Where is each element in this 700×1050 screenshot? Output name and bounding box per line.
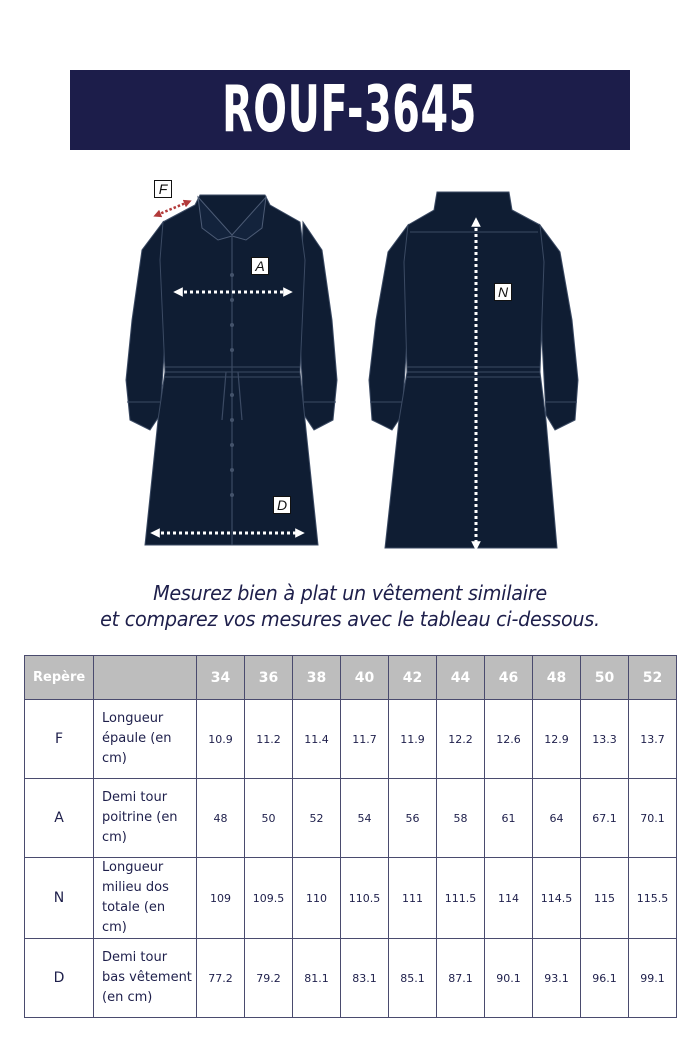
- front-dress-drawing: [126, 195, 337, 545]
- row-description: Longueur épaule (en cm): [94, 700, 197, 779]
- row-key: N: [25, 858, 94, 939]
- table-cell: 79.2: [245, 939, 293, 1018]
- measure-key-f: F: [158, 181, 168, 197]
- table-cell: 115.5: [629, 858, 677, 939]
- measure-label-f: [154, 180, 172, 198]
- table-cell: 13.7: [629, 700, 677, 779]
- table-cell: 50: [245, 779, 293, 858]
- table-row-n: [25, 858, 677, 939]
- product-reference-title: ROUF-3645: [222, 73, 478, 147]
- size-chart-table: [24, 655, 677, 1018]
- header-size: 44: [437, 656, 485, 700]
- measure-label-n: [494, 283, 512, 301]
- table-cell: 93.1: [533, 939, 581, 1018]
- header-size: 38: [293, 656, 341, 700]
- table-cell: 11.2: [245, 700, 293, 779]
- table-cell: 109.5: [245, 858, 293, 939]
- instructions-line-1: Mesurez bien à plat un vêtement similaire: [153, 581, 547, 605]
- table-cell: 52: [293, 779, 341, 858]
- row-key: A: [25, 779, 94, 858]
- garment-illustrations: [0, 160, 700, 570]
- measure-label-a: [251, 257, 269, 275]
- table-cell: 12.9: [533, 700, 581, 779]
- table-cell: 13.3: [581, 700, 629, 779]
- header-size: 36: [245, 656, 293, 700]
- measure-label-d: [273, 496, 291, 514]
- table-header-row: [25, 656, 677, 700]
- table-cell: 110.5: [341, 858, 389, 939]
- header-description: [94, 656, 197, 700]
- header-size: 34: [197, 656, 245, 700]
- header-size: 52: [629, 656, 677, 700]
- table-cell: 61: [485, 779, 533, 858]
- header-repere: Repère: [25, 656, 94, 700]
- table-row-d: [25, 939, 677, 1018]
- table-cell: 77.2: [197, 939, 245, 1018]
- row-description: Longueur milieu dos totale (en cm): [94, 858, 197, 939]
- table-cell: 90.1: [485, 939, 533, 1018]
- table-cell: 58: [437, 779, 485, 858]
- measure-key-n: N: [497, 284, 509, 300]
- back-dress-drawing: [369, 192, 578, 548]
- row-description: Demi tour bas vêtement (en cm): [94, 939, 197, 1018]
- table-row-a: [25, 779, 677, 858]
- table-cell: 111.5: [437, 858, 485, 939]
- table-cell: 56: [389, 779, 437, 858]
- table-cell: 115: [581, 858, 629, 939]
- table-cell: 114: [485, 858, 533, 939]
- table-cell: 114.5: [533, 858, 581, 939]
- header-size: 46: [485, 656, 533, 700]
- table-cell: 10.9: [197, 700, 245, 779]
- table-cell: 110: [293, 858, 341, 939]
- table-cell: 12.2: [437, 700, 485, 779]
- table-cell: 54: [341, 779, 389, 858]
- header-size: 50: [581, 656, 629, 700]
- table-cell: 70.1: [629, 779, 677, 858]
- table-cell: 109: [197, 858, 245, 939]
- header-size: 42: [389, 656, 437, 700]
- measuring-instructions: [0, 580, 700, 632]
- row-key: F: [25, 700, 94, 779]
- garment-drawings: [0, 160, 700, 570]
- row-key: D: [25, 939, 94, 1018]
- measure-key-a: A: [255, 258, 265, 274]
- table-cell: 11.9: [389, 700, 437, 779]
- table-cell: 83.1: [341, 939, 389, 1018]
- table-cell: 87.1: [437, 939, 485, 1018]
- header-size: 40: [341, 656, 389, 700]
- table-cell: 81.1: [293, 939, 341, 1018]
- table-cell: 11.7: [341, 700, 389, 779]
- measure-key-d: D: [276, 497, 288, 513]
- instructions-line-2: et comparez vos mesures avec le tableau ci-dessous.: [100, 607, 600, 631]
- table-cell: 11.4: [293, 700, 341, 779]
- table-cell: 85.1: [389, 939, 437, 1018]
- table-cell: 99.1: [629, 939, 677, 1018]
- table-cell: 12.6: [485, 700, 533, 779]
- title-banner: [70, 70, 630, 150]
- table-cell: 67.1: [581, 779, 629, 858]
- row-description: Demi tour poitrine (en cm): [94, 779, 197, 858]
- table-cell: 111: [389, 858, 437, 939]
- table-row-f: [25, 700, 677, 779]
- table-cell: 64: [533, 779, 581, 858]
- table-cell: 96.1: [581, 939, 629, 1018]
- table-cell: 48: [197, 779, 245, 858]
- header-size: 48: [533, 656, 581, 700]
